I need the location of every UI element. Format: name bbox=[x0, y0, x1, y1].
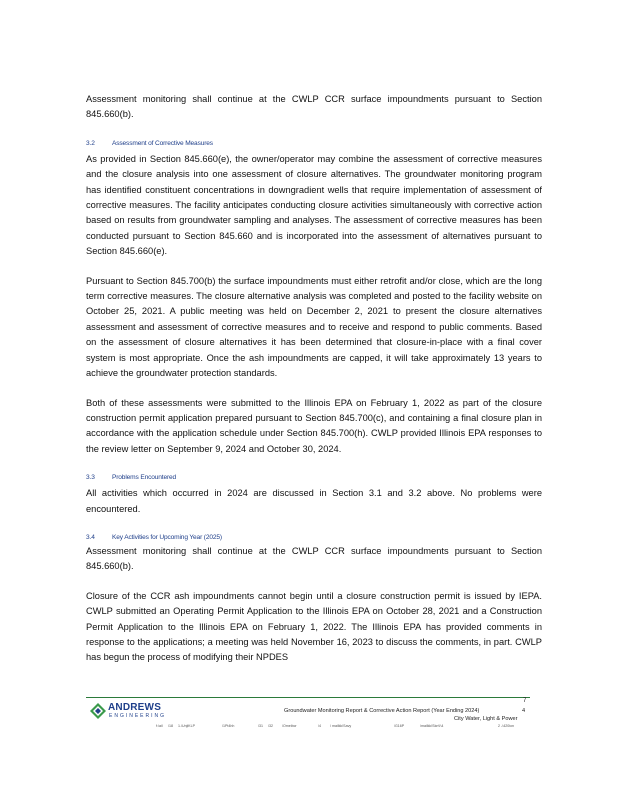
footer-page-fraction: 4 bbox=[522, 708, 526, 714]
section-3-4-paragraph-2: Closure of the CCR ash impoundments cannot begin until a closure construction permit is issued by IEPA. CWLP submitted an Operating Permit Application to the Illinois EPA on October 28, 2021 and a Construction Permit Application to the Illinois EPA on February 1, 2022. The Illinois EPA has provided comments in response to the applications; a meeting was held November 16, 2023 to discuss the comments, in part. CWLP has begun the process of modifying their NPDES bbox=[86, 590, 542, 663]
section-3-3-paragraph-1: All activities which occurred in 2024 are discussed in Section 3.1 and 3.2 above. No problems were encountered. bbox=[86, 488, 542, 514]
footer-report-title: Groundwater Monitoring Report & Corrective Action Report (Year Ending 2024) bbox=[284, 708, 480, 714]
footer-file-part: \Omeibcr bbox=[282, 724, 297, 728]
section-3-1-tail-paragraph: Assessment monitoring shall continue at the CWLP CCR surface impoundments pursuant to Section 845.660(b). bbox=[86, 94, 542, 120]
footer-file-part: \1Pt4hh bbox=[222, 724, 235, 728]
footer-page-number: 7 bbox=[523, 698, 527, 704]
section-3-4-heading bbox=[86, 533, 542, 543]
andrews-logo-icon bbox=[90, 703, 106, 719]
logo-subtitle: ENGINEERING bbox=[109, 713, 167, 719]
footer-company: City Water, Light & Power bbox=[454, 716, 518, 722]
footer-file-part: \4 bbox=[318, 724, 321, 728]
footer-file-part: \32 bbox=[268, 724, 273, 728]
section-3-4-number: 3.4 bbox=[86, 533, 95, 541]
footer-file-part: f:\ail bbox=[156, 724, 163, 728]
footer-file-part: 1.\UnjiKLP bbox=[178, 724, 195, 728]
section-3-3-number: 3.3 bbox=[86, 474, 95, 482]
section-3-4-paragraph-1: Assessment monitoring shall continue at the CWLP CCR surface impoundments pursuant to Section 845.660(b). bbox=[86, 545, 542, 572]
section-3-2-paragraph-2: Pursuant to Section 845.700(b) the surface impoundments must either retrofit and/or close, which are the long term corrective measures. The closure alternative analysis was completed and posted to the facility website on October 25, 2021. A public meeting was held on December 2, 2021 to present the closure alternatives assessment and assessment of corrective measures and to receive and respond to public comments. Based on the assessment of closure alternatives it has been determined that closure-in-place with a final cover system is most appropriate. Once the ash impoundments are capped, it will take approximately 13 years to achieve the groundwater protection standards. bbox=[86, 275, 542, 379]
section-3-2-paragraph-3: Both of these assessments were submitted to the Illinois EPA on February 1, 2022 as part of the closure construction permit application prepared pursuant to Section 845.700(c), and containing a final closure plan in accordance with the application schedule under Section 845.700(h). CWLP provided Illinois EPA responses to the review letter on September 9, 2024 and October 30, 2024. bbox=[86, 397, 542, 454]
footer-file-part: \31 bbox=[258, 724, 263, 728]
andrews-engineering-logo bbox=[90, 702, 170, 722]
section-3-2-title: Assessment of Corrective Measures bbox=[112, 139, 213, 147]
section-3-3-heading bbox=[86, 473, 542, 483]
logo-name: ANDREWS bbox=[108, 702, 162, 713]
footer-file-part: \18 bbox=[168, 724, 173, 728]
section-3-3-title: Problems Encountered bbox=[112, 474, 177, 482]
footer-rule bbox=[86, 697, 530, 698]
section-3-2-heading bbox=[86, 139, 542, 149]
footer-file-part: \mailkk\Skn\!\4 bbox=[420, 724, 444, 728]
page-content bbox=[86, 92, 542, 666]
footer-file-part: \ mailkk\Savy bbox=[330, 724, 352, 728]
section-3-4-title: Key Activities for Upcoming Year (2025) bbox=[112, 533, 222, 541]
footer-file-part: 2 -\420ion bbox=[498, 724, 514, 728]
footer-file-part: \G16P bbox=[394, 724, 405, 728]
section-3-2-paragraph-1: As provided in Section 845.660(e), the owner/operator may combine the assessment of corrective measures and the closure analysis into one assessment of closure alternatives. The groundwater monitoring program has identified constituent concentrations in downgradient wells that require implementation of assessment of corrective measures. The facility anticipates conducting closure activities simultaneously with corrective action based on results from groundwater sampling and analyses. The assessment of corrective measures has been conducted pursuant to Section 845.660 and is incorporated into the assessment of alternatives pursuant to Section 845.660(e). bbox=[86, 153, 542, 257]
section-3-2-number: 3.2 bbox=[86, 139, 95, 147]
